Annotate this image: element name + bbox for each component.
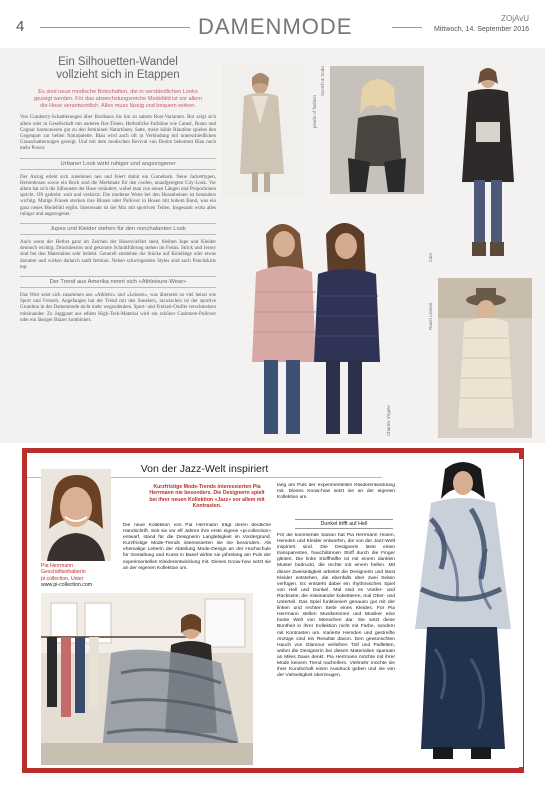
article-paragraph: Von Cranberry-Schattierungen über Bordeaux bis hin zu sattem Rost-Varianten. Rot zeigt sich allein oder in Gesellschaft mit anderen Rot-Tönen. Herbstliche Farbtöne wie Camel, Braun und Cognac harmonieren gut zu den femininen Naturtönen. Satte, meist kühle Blautöne spielen den Gegenpart zur hellen Naturpalette. Blau wird auch oft in Verbindung mit unterschiedlichen Grauschattierungen gezeigt. Und mit dem modischen Revival von Denim bekommt Blau noch mehr Power. [20,115,216,152]
article-paragraph: Das Wort setzt sich zusammen aus «Athletic» und «Leisure», was übersetzt so viel heisst wie Sport und Freizeit. Angefangen hat der Trend mit den Sneakers, inzwischen ist der sportive Grundton in der Damenmode nicht mehr wegzudenken. Sport- und Freizeit-Outfits verschmelzen miteinander. Zu Joggpant aus edlem High-Tech-Material wird ein schöner Cashmere-Pullover oder ein lässiger Blazer kombiniert. [20,293,216,323]
section-title: DAMENMODE [198,14,353,39]
photo-long-coat [222,64,304,198]
article-subheading: Jupes und Kleider stehen für den nonchalanten Look [20,223,216,235]
article-paragraph: Auch wenn der Herbst ganz im Zeichen der Hosenvielfalt steht, bleiben Jupe und Kleider dennoch wichtig. Druckdessins und gekonnte Schnittführung stehen im Fokus. Strick und Jersey sind bei den Materialien sehr beliebt. Generell entstehen die Stücke auf Knielänge oder etwas darunter und wirken dadurch sanft feminin. Neben schwingenden Styles sind auch Pencilskirts top. [20,240,216,270]
page-number: 4 [16,18,25,35]
article-lead: Es sind neue modische Botschaften, die in verständlichen Looks gezeigt werden. Für das abwechslungsreiche Modebild ist vor allem die Hose verantwortlich. Alles muss lässig und bequem wirken. [34,89,202,109]
article [20,56,216,324]
photo-credit: C&A [428,252,433,262]
photo-credit: Charles Vögele [386,405,391,436]
article-subheading: Urbaner Look wirkt ruhiger und angezogener [20,158,216,170]
issue-date: Mittwoch, 14. September 2016 [434,26,529,33]
photo-credit: pearls of fashion [312,94,317,128]
feature-subheading: Dunkel trifft auf Hell [295,519,393,529]
headline-line: Ein Silhouetten-Wandel [58,56,178,68]
feature-lead: Kurzfristige Mode-Trends interessierten Pia Herrmann nie besonders. Die Designerin spielt bei ihrer neuen Kollektion «Jazz» vor allem mit Kontrasten. [149,484,265,509]
caption-role: Geschäftsinhaberin [41,569,86,576]
masthead-logo: ZOjAvU [501,14,529,23]
article-paragraph: Der Anzug erlebt sich zunehmen neu und feiert damit ein Comeback. Neue Jacketttypen, Herrenhosen sowie ein Rock sind die Merkmale für den coolen, unaufgeregten City-Look. Vor allem hat sich die Silhouette der Hose verändert, wobei man von neuen Längen und Proportionen spricht. Oft gedreht: weit und verkürzt. Die moderne Weite bei den Hosenbeinen ist besonders wichtig. Mutige Frauen stecken ihre Blusen oder Pullover in Hosen mit hohem Bund, was ein ganz neues Modebild ergibt. Interessant ist der Mix mit sportiven Teilen. Insgesamt wirkt alles ruhiger und angezogener. [20,174,216,217]
caption-url: www.pi-collection.com [41,582,93,589]
feature-column-1: Die neue Kollektion von Pia Herrmann trägt deren deutliche Handschrift. Seit sie vor elf Jahren ihre erste eigene «pi.collection» entwarf, stand für die Designerin Langlebigkeit im Vordergrund. Kurzfristige Mode-Trends interessierten sie nie besonders. Als ehemalige Leiterin der Abteilung Mode-Design an der Hochschule für Gestaltung und Kunst in Basel wirkte sie jahrelang am Puls der experimentellen Kleiderentwicklung mit. Dieses Know-how setzt sie an der eigenen Kollektion um. [123,523,271,571]
photo-credit: Scotch & Soda [320,66,325,96]
photo-hat-knit [438,278,532,438]
caption-company: pi collection, Uster [41,575,84,582]
studio-photo [41,593,253,765]
feature-column-2: Für die kommende Saison hat Pia Herrmann Hosen, Hemden und Kleider entworfen, die von der Jazz-Welt inspiriert sind. Die Designerin lässt einen transparenten, hauchdünnen Stoff durch die Finger gleiten. Die linke Stoffhälfte ist mit einem dunklen Muster bedruckt, die rechte mit einem hellen. Mit dieser Zweiseitigkeit arbeitet die Designerin und lässt Kleider entstehen, die ebenfalls über zwei Seiten verfügen. Es entsteht dabei ein rhythmisches Spiel von Hell und Dunkel. Mal sind es Vorder- und Rückseite, die miteinander kokettieren, mal Ober- und Unterteil. Das Spiel funktioniert genauso gut mit der linken und rechten Seite eines Kleides. Für Pia Herrmann stellen Musikerinnen und Musiker eine bunte Welt von Menschen dar. Sie setzt diese Buntheit in ihrer Kollektion nicht mit Farbe, sondern mit Kontrasten um. Karierte Hemden und gestreifte Anzüge sind ein Resultat davon. Den gewünschten Hauch von Glamour verleihen Tüll und Pailletten, wobei die Designerin bei diesen Materialien sparsam an Miles Davis denkt. Pia Herrmann möchte mit ihrer Mode keinem Trend nacheifern. Vielmehr möchte sie ihrer Kundschaft einen Ausdruck geben und sie von der Vielseitigkeit überzeugen. [277,533,395,679]
feature-column-2-top: lang am Puls der experimentellen Kleiderentwicklung mit. Dieses Know-how setzt sie an der eigenen Kollektion um. [277,483,395,501]
feature-title: Von der Jazz-Welt inspiriert [27,463,382,478]
header-rule [392,27,422,28]
model-printed-dress-photo [401,459,523,767]
article-subheading: Der Trend aus Amerika nennt sich «Athleisure-Wear» [20,276,216,288]
article-headline [20,56,216,82]
photo-puffer-jackets [242,212,392,438]
header-rule [40,27,190,28]
photo-blonde-model [330,66,424,194]
headline-line: vollzieht sich in Etappen [56,69,180,81]
feature-box [22,448,524,773]
photo-credit: Ranel Lissent [428,302,433,330]
photo-dark-coat [444,62,532,270]
portrait-caption [41,563,121,589]
portrait-photo [41,469,111,561]
caption-name: Pia Herrmann [41,563,74,569]
